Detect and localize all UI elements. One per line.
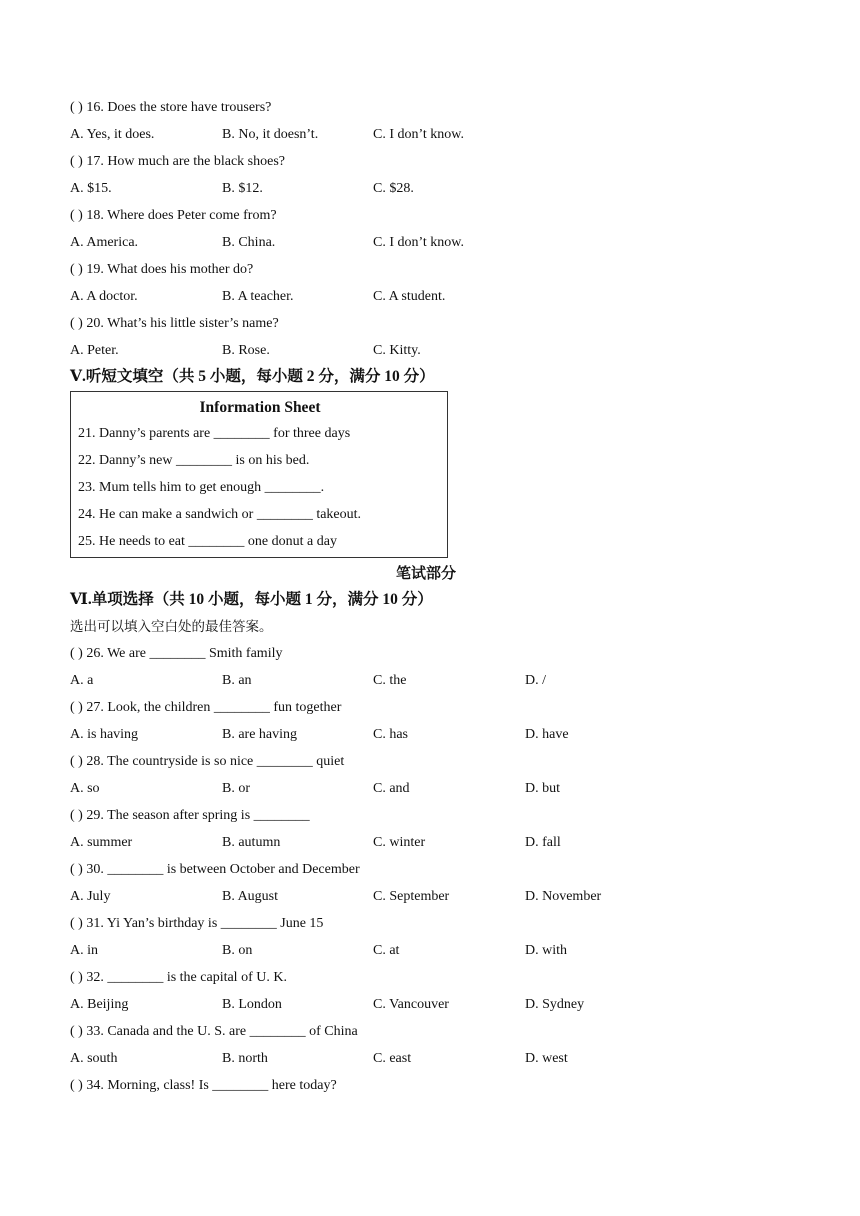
question-options-18 (70, 233, 770, 253)
option-c: C. Kitty. (373, 343, 421, 358)
option-b: B. north (222, 1051, 268, 1066)
question-options-19 (70, 287, 770, 307)
option-a: A. south (70, 1051, 118, 1066)
option-c: C. $28. (373, 181, 414, 196)
option-b: B. on (222, 943, 253, 958)
option-a: A. so (70, 781, 100, 796)
option-d: D. with (525, 943, 567, 958)
fill-line-22: 22. Danny’s new ________ is on his bed. (78, 453, 310, 468)
option-a: A. $15. (70, 181, 112, 196)
option-c: C. Vancouver (373, 997, 449, 1012)
option-b: B. autumn (222, 835, 281, 850)
question-stem-16: ( ) 16. Does the store have trousers? (70, 100, 272, 115)
option-a: A. a (70, 673, 94, 688)
information-sheet-box (70, 391, 448, 558)
information-sheet-title: Information Sheet (199, 399, 321, 416)
question-options-32 (70, 995, 770, 1015)
written-part-label: 笔试部分 (396, 564, 457, 582)
option-c: C. I don’t know. (373, 127, 464, 142)
fill-line-21: 21. Danny’s parents are ________ for three days (78, 426, 351, 441)
question-stem-30: ( ) 30. ________ is between October and December (70, 862, 360, 877)
section-5-heading: Ⅴ.听短文填空（共 5 小题，每小题 2 分，满分 10 分） (70, 368, 435, 385)
question-options-33 (70, 1049, 770, 1069)
question-stem-19: ( ) 19. What does his mother do? (70, 262, 254, 277)
option-c: C. I don’t know. (373, 235, 464, 250)
question-stem-20: ( ) 20. What’s his little sister’s name? (70, 316, 279, 331)
option-b: B. A teacher. (222, 289, 294, 304)
fill-line-24: 24. He can make a sandwich or ________ takeout. (78, 507, 362, 522)
option-a: A. in (70, 943, 98, 958)
question-options-17 (70, 179, 770, 199)
question-options-31 (70, 941, 770, 961)
option-c: C. September (373, 889, 450, 904)
option-b: B. or (222, 781, 250, 796)
option-c: C. has (373, 727, 408, 742)
option-d: D. have (525, 727, 569, 742)
option-a: A. A doctor. (70, 289, 138, 304)
question-stem-18: ( ) 18. Where does Peter come from? (70, 208, 277, 223)
option-b: B. $12. (222, 181, 263, 196)
option-a: A. Beijing (70, 997, 129, 1012)
option-b: B. China. (222, 235, 276, 250)
question-stem-17: ( ) 17. How much are the black shoes? (70, 154, 285, 169)
option-b: B. are having (222, 727, 298, 742)
option-b: B. London (222, 997, 282, 1012)
question-stem-31: ( ) 31. Yi Yan’s birthday is ________ June 15 (70, 916, 324, 931)
option-d: D. / (525, 673, 546, 688)
question-options-30 (70, 887, 770, 907)
option-a: A. America. (70, 235, 139, 250)
option-b: B. August (222, 889, 279, 904)
option-c: C. east (373, 1051, 412, 1066)
question-stem-26: ( ) 26. We are ________ Smith family (70, 646, 283, 661)
question-stem-29: ( ) 29. The season after spring is ________ (70, 808, 310, 823)
question-stem-34: ( ) 34. Morning, class! Is ________ here today? (70, 1078, 337, 1093)
option-d: D. Sydney (525, 997, 585, 1012)
option-b: B. No, it doesn’t. (222, 127, 319, 142)
question-stem-32: ( ) 32. ________ is the capital of U. K. (70, 970, 287, 985)
option-b: B. an (222, 673, 252, 688)
option-c: C. A student. (373, 289, 446, 304)
option-b: B. Rose. (222, 343, 270, 358)
option-d: D. but (525, 781, 560, 796)
question-options-20 (70, 341, 770, 361)
option-c: C. winter (373, 835, 426, 850)
fill-line-23: 23. Mum tells him to get enough ________. (78, 480, 325, 495)
option-a: A. is having (70, 727, 139, 742)
option-d: D. fall (525, 835, 561, 850)
question-stem-28: ( ) 28. The countryside is so nice ________ quiet (70, 754, 345, 769)
question-stem-33: ( ) 33. Canada and the U. S. are ________ of China (70, 1024, 358, 1039)
option-a: A. summer (70, 835, 133, 850)
question-options-29 (70, 833, 770, 853)
option-a: A. Yes, it does. (70, 127, 155, 142)
question-stem-27: ( ) 27. Look, the children ________ fun together (70, 700, 342, 715)
section-6-heading: Ⅵ.单项选择（共 10 小题，每小题 1 分，满分 10 分） (70, 591, 433, 608)
option-c: C. and (373, 781, 410, 796)
option-c: C. at (373, 943, 400, 958)
section-6-instruction: 选出可以填入空白处的最佳答案。 (70, 619, 273, 635)
question-options-28 (70, 779, 770, 799)
question-options-16 (70, 125, 770, 145)
question-options-27 (70, 725, 770, 745)
option-a: A. Peter. (70, 343, 119, 358)
option-d: D. west (525, 1051, 568, 1066)
question-options-26 (70, 671, 770, 691)
fill-line-25: 25. He needs to eat ________ one donut a day (78, 534, 337, 549)
option-d: D. November (525, 889, 602, 904)
option-a: A. July (70, 889, 111, 904)
option-c: C. the (373, 673, 407, 688)
